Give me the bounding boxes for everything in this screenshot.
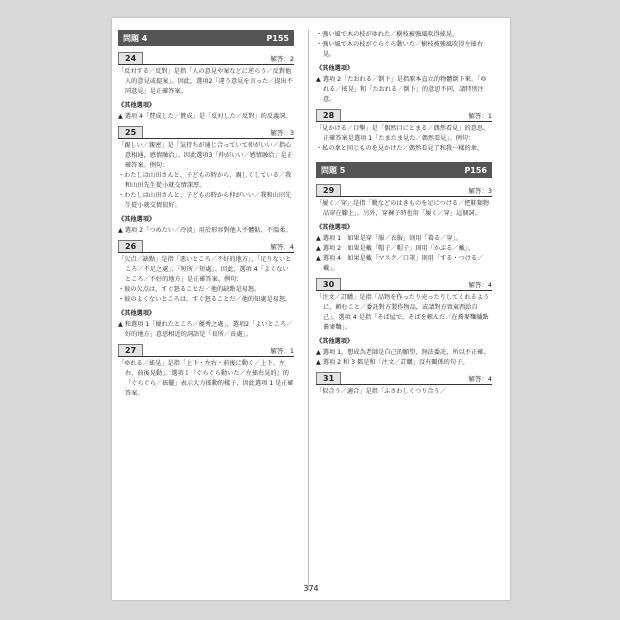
answer-label: 解答：1 <box>468 112 492 120</box>
question-24-header <box>118 52 294 65</box>
example-sentence: ・彼の欠点は、すぐ怒ることだ／他的缺點是易怒。 <box>118 286 261 293</box>
other-options-title: 《其他選項》 <box>118 310 156 317</box>
column-divider <box>308 30 309 590</box>
textbook-page <box>112 18 510 600</box>
question-31-header <box>316 372 492 385</box>
example-sentence: ・わたしは山田さんと、子どもの時から、親しくしている／我和山田先生從小就交情深厚。 <box>118 172 292 189</box>
question-number: 25 <box>118 126 143 138</box>
question-29-header <box>316 184 492 197</box>
example-sentence: ・私の傘と同じものを見かけた／偶然看見了和我一樣的傘。 <box>316 145 484 152</box>
question-29-explanation: 「履く／穿」是指「靴などのはきものを足につける／把鞋類物品穿在腳上」。另外，穿褲子時也用「履く／穿」這個詞。 <box>316 200 490 217</box>
answer-label: 解答：4 <box>468 281 492 289</box>
other-options-title: 《其他選項》 <box>118 216 156 223</box>
left-column <box>118 30 294 399</box>
question-25-other: ▲ 選項 2「つめたい／冷淡」用於形容對他人不體貼、不溫柔。 <box>118 227 292 234</box>
answer-label: 解答：1 <box>270 347 294 355</box>
page-number: 374 <box>303 584 319 593</box>
answer-label: 解答：2 <box>270 55 294 63</box>
answer-label: 解答：4 <box>468 375 492 383</box>
answer-label: 解答：4 <box>270 243 294 251</box>
question-24-explanation: 「反対する／反對」是指「人の意見や案などに逆らう／反對他人的意見或提案」。因此，選項2「違う意見を言った／提出不同意見」是正確答案。 <box>118 68 293 95</box>
option-note: ▲ 選項 4 如果是戴「マスク／口罩」則用「する・つける／戴」。 <box>316 255 484 272</box>
example-sentence: ・わたしは山田さんと、子どもの時から仲がいい／我和山田先生從小就交情很好。 <box>118 192 292 209</box>
section-page: P156 <box>464 165 487 175</box>
question-number: 29 <box>316 184 341 196</box>
question-30-header <box>316 278 492 291</box>
question-26-header <box>118 240 294 253</box>
other-options-title: 《其他選項》 <box>316 338 354 345</box>
question-25-explanation: 「親しい／親密」是「気持ちが通じ合っていて仲がいい／指心意相通，感情融洽」。因此選項3「仲がいい／感情融洽」是正確答案。例句： <box>118 142 293 169</box>
question-26-other: ▲ 和選項 1「優れたところ／優秀之處」、選項2「よいところ／好的地方」意思相近的詞語是「長所／長處」。 <box>118 321 293 338</box>
question-27-other: ▲ 選項 2「たおれる／倒下」是指原本直立的物體倒下來。「ゆれる／搖晃」和「たおれる／倒下」的意思不同，請特別注意。 <box>316 76 487 103</box>
option-note: ▲ 選項 2 如果是戴「帽子／帽子」則用「かぶる／戴」。 <box>316 245 475 252</box>
option-note: ▲ 選項 2 和 3 都是和「注文／訂購」沒有關係的句子。 <box>316 359 469 366</box>
section-page: P155 <box>266 33 289 43</box>
question-number: 24 <box>118 52 143 64</box>
question-30-explanation: 「注文／訂購」是指「品物を作ったり売ったりしてくれるように、頼むこと／委託對方製作物品，或請對方賣東西給自己」。選項 4 是指「そば屋で、そばを頼んだ／在蕎麥麵舖點蕎麥麵」。 <box>316 294 490 331</box>
other-options-title: 《其他選項》 <box>118 102 156 109</box>
example-sentence: ・彼のよくないところは、すぐ怒ることだ／他的知處是易怒。 <box>118 296 292 303</box>
other-options-title: 《其他選項》 <box>316 224 354 231</box>
answer-label: 解答：3 <box>270 129 294 137</box>
question-number: 26 <box>118 240 143 252</box>
question-number: 30 <box>316 278 341 290</box>
right-column <box>316 30 492 397</box>
question-27-header <box>118 344 294 357</box>
section-header <box>118 30 294 46</box>
question-25-header <box>118 126 294 139</box>
question-number: 28 <box>316 109 341 121</box>
option-note: ▲ 選項 1 如果是穿「服／衣服」則用「着る／穿」。 <box>316 235 462 242</box>
section-title: 問題 5 <box>321 165 346 175</box>
question-28-explanation: 「見かける／目擊」是「偶然目にとまる／偶然看見」的意思。正確答案是選項 1「たまたま見た／偶然看見」。例句： <box>316 125 490 142</box>
question-number: 31 <box>316 372 341 384</box>
answer-label: 解答：3 <box>468 187 492 195</box>
example-sentence: ・強い風で木の枝がゆれた／樹枝被強風吹得搖晃。 <box>316 31 459 38</box>
question-27-explanation: 「ゆれる／搖晃」是指「上下・左右・前後に動く／上下、左右、前後晃動」。選項１「ぐらぐら動いた／左搖右晃的」的「ぐらぐら／搖擺」表示大力搖動的樣子，因此選項 1 是正確答案。 <box>118 360 294 397</box>
section-header <box>316 162 492 178</box>
section-title: 問題 4 <box>123 33 148 43</box>
question-26-explanation: 「欠点／缺點」是指「悪いところ／不好的地方」、「足りないところ／不足之處」、「短所／短處」。因此，選項 4「よくないところ／不好的地方」是正確答案。例句： <box>118 256 292 283</box>
example-sentence: ・強い風で木の枝がぐらぐら動いた／樹枝被強風吹得左搖右晃。 <box>316 41 484 58</box>
option-note: ▲ 選項 1，想成為老師是自己的願望，無法委託，所以不正確。 <box>316 349 490 356</box>
question-24-other: ▲ 選項 4「賛成した／贊成」是「反対した／反對」的反義詞。 <box>118 113 292 120</box>
question-number: 27 <box>118 344 143 356</box>
question-31-explanation: 「似合う／適合」是指「ふさわしくつり合う／ <box>316 388 446 395</box>
question-28-header <box>316 109 492 122</box>
other-options-title: 《其他選項》 <box>316 65 354 72</box>
